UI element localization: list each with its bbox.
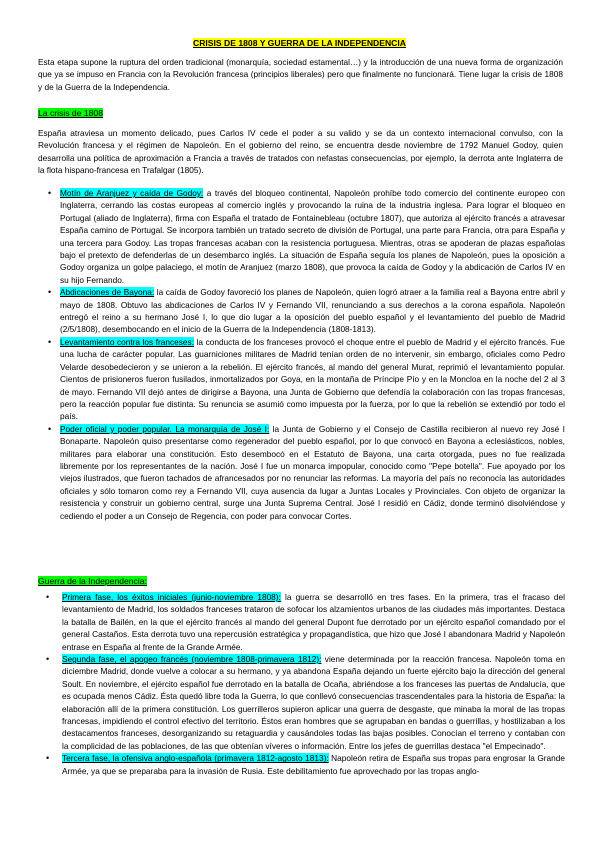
bullet-dot-icon: •	[46, 592, 50, 602]
list-item-lead: Tercera fase, la ofensiva anglo-española (primavera 1812-agosto 1813):	[62, 753, 329, 764]
list-item-body: la caída de Godoy favoreció los planes de Napoleón, quien logró atraer a la familia real a Bayona entre abril y mayo de 1808. Obtuvo las abdicaciones de Carlos IV y Fernando VII, renunciando a sus derechos a la corona española. Napoleón entregó el reino a su hermano José I, lo que dio lugar a la oposición del pueblo español y el levantamiento del pueblo de Madrid (2/5/1808), desembocando en el inicio de la Guerra de la Independencia (1808-1813).	[60, 287, 565, 335]
list-item-body: a través del bloqueo continental, Napoleón prohíbe todo comercio del continente europeo con Inglaterra, cerrando las costas europeas al comercio inglés y provocando la ruina de la industria inglesa. Para lograr el bloqueo en Portugal (aliado de Inglaterra), firma con España el tratado de Fontainebleau (octubre 1807), que autoriza al ejército francés a atravesar España camino de Portugal. Se incorpora también un tratado secreto de división de Portugal, una parte para Francia, otra para España y una tercera para Godoy. Las tropas francesas acaban con la resistencia portuguesa. Mientras, otras se apoderan de plazas españolas bajo el pretexto de defenderlas de un desembarco inglés. La situación de España seguía los planes de Napoleón, pues la oposición a Godoy organiza un golpe palaciego, el motín de Aranjuez (marzo 1808), que provoca la caída de Godoy y la abdicación de Carlos IV en su hijo Fernando.	[60, 188, 565, 285]
bullet-dot-icon: •	[48, 287, 52, 298]
section-heading-guerra	[38, 571, 147, 589]
list-item-lead: Segunda fase, el apogeo francés (noviembre 1808-primavera 1812):	[62, 654, 322, 665]
list-item-lead: Poder oficial y poder popular. La monarquía de José I:	[60, 423, 270, 434]
document-title-text: CRISIS DE 1808 Y GUERRA DE LA INDEPENDENCIA	[193, 38, 406, 48]
list-item-text	[62, 591, 565, 653]
list-item	[38, 653, 565, 752]
list-item-text	[60, 187, 565, 286]
list-item-body: la guerra se desarrolló en tres fases. En la primera, tras el fracaso del levantamiento de Madrid, los soldados franceses trataron de sofocar los alzamientos urbanos de las ciudades más importantes. Destaca la batalla de Bailén, en la que el ejército francés al mando del general Dupont fue derrotado por un ejército español comandado por el general Castaños. Esta derrota tuvo una repercusión estratégica y propagandística, que hizo que José I abandonara Madrid y Napoleón entrase en España al frente de la Grande Armée.	[62, 592, 565, 652]
list-item-body: viene determinada por la reacción francesa. Napoleón toma en diciembre Madrid, donde vuelve a colocar a su hermano, y ya abandona España dejando un fuerte ejército bajo la dirección del general Soult. En noviembre, el ejército español fue derrotado en la batalla de Ocaña, abriéndose a los franceses las puertas de Andalucía, que es ocupada menos Cádiz. Ésta quedó libre toda la Guerra, lo que conllevó consecuencias trascendentales para la historia de España: la elaboración allí de la primera constitución. Los guerrilleros supieron aplicar una guerra de desgaste, que minaba la moral de las tropas francesas, impidiendo el control efectivo del territorio. Éstos eran hombres que se agrupaban en bandas o guerrillas, y hostilizaban a los destacamentos franceses, desorganizando su retaguardia y causándoles todas las bajas posibles. Conocían el terreno y contaban con la complicidad de las poblaciones, de las que obtenían víveres o información. Entre los jefes de guerrillas destaca "el Empecinado".	[62, 654, 566, 751]
bullet-dot-icon: •	[48, 336, 52, 347]
bullet-dot-icon: •	[46, 753, 50, 764]
list-item-lead: Motín de Aranjuez y caída de Godoy:	[60, 188, 204, 198]
list-item	[38, 336, 565, 423]
list-item-text	[60, 336, 565, 423]
list-item-text	[62, 752, 565, 777]
list-item-lead: Levantamiento contra los franceses:	[60, 336, 195, 347]
section-heading-crisis	[38, 103, 103, 121]
section-body-paragraph: España atraviesa un momento delicado, pues Carlos IV cede el poder a su valido y se da un contexto internacional convulso, con la Revolución francesa y el régimen de Napoleón. En el gobierno del reino, se encuentra desde noviembre de 1792 Manuel Godoy, quien desarrolla una política de aproximación a Francia a través de tratados con nefastas consecuencias, por ejemplo, la derrota ante Inglaterra de la flota hispano-francesa en Trafalgar (1805).	[38, 128, 563, 176]
intro-paragraph: Esta etapa supone la ruptura del orden tradicional (monarquía, sociedad estamental…) y la introducción de una nueva forma de organización que ya se impuso en Francia con la Revolución francesa (principios liberales) pero que finalmente no funcionará. Tiene lugar la crisis de 1808 y de la Guerra de la Independencia.	[38, 57, 563, 92]
list-item	[38, 423, 565, 522]
section-heading-text: Guerra de la Independencia:	[38, 576, 147, 586]
guerra-bullet-list	[38, 591, 565, 777]
list-item-body: la conducta de los franceses provocó el choque entre el pueblo de Madrid y el ejército francés. Fue una lucha de carácter popular. Las guarniciones militares de Madrid tenían orden de no intervenir, sin embargo, oficiales como Pedro Velarde desobedecieron y se unieron a la rebelión. El ejército francés, al mando del general Murat, reprimió el levantamiento popular. Cientos de prisioneros fueron fusilados, inmortalizados por Goya, en la montaña de Príncipe Pío y en la Moncloa en la noche del 2 al 3 de mayo. Fernando VII dejó antes de dirigirse a Bayona, una Junta de Gobierno que defendía la colaboración con las tropas francesas, pero la reacción popular fue distinta. Su renuncia se asumió como impuesta por la fuerza, por lo que la rebelión se extendió por todo el país.	[60, 336, 565, 422]
list-item	[38, 187, 565, 286]
list-item-lead: Abdicaciones de Bayona:	[60, 287, 155, 298]
list-item-text	[62, 653, 565, 752]
list-item-text	[60, 286, 565, 336]
crisis-bullet-list	[38, 187, 565, 522]
list-item	[38, 286, 565, 336]
list-item-body: la Junta de Gobierno y el Consejo de Castilla recibieron al nuevo rey José I Bonaparte. Napoleón quiso presentarse como regenerador del pueblo español, por lo que convocó en Bayona a eclesiásticos, nobles, militares para elaborar una constitución. Esto desembocó en el Estatuto de Bayona, una carta otorgada, pues no fue realizada libremente por los representantes de la nación. José I fue un monarca impopular, conocido como "Pepe botella". Fue apoyado por los viejos ilustrados, que fueron tachados de afrancesados por no renunciar las reformas. La mayoría del país no reconocía las autoridades oficiales y sólo tomaron como rey a Fernando VII, cuya ausencia da lugar a Juntas Locales y Provinciales. Con objeto de organizar la resistencia y construir un gobierno central, surge una Junta Suprema Central. José I residió en Cádiz, donde terminó disolviéndose y cediendo el poder a un Consejo de Regencia, con poder para convocar Cortes.	[60, 423, 565, 521]
list-item-body: Napoleón retira de España sus tropas para engrosar la Grande Armée, ya que se preparaba para la invasión de Rusia. Este debilitamiento fue aprovechado por las tropas anglo-	[62, 753, 565, 776]
list-item-text	[60, 423, 565, 522]
section-heading-text: La crisis de 1808	[38, 108, 103, 118]
list-item-lead: Primera fase, los éxitos iniciales (junio-noviembre 1808):	[62, 592, 281, 602]
document-title	[0, 38, 599, 48]
bullet-dot-icon: •	[48, 423, 52, 434]
bullet-dot-icon: •	[48, 188, 52, 198]
list-item	[38, 591, 565, 653]
list-item	[38, 752, 565, 777]
bullet-dot-icon: •	[46, 654, 50, 665]
